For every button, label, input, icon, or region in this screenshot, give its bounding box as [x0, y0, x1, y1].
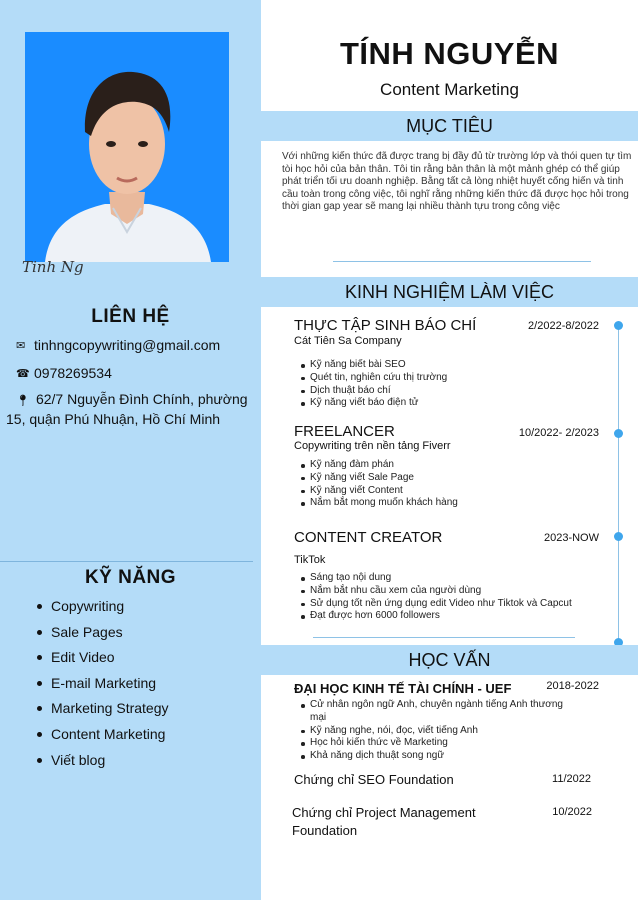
list-item: Kỹ năng biết bài SEO	[310, 359, 580, 372]
job-company: Copywriting trên nền tảng Fiverr	[294, 440, 451, 452]
timeline-dot	[614, 532, 623, 541]
list-item: Học hỏi kiến thức về Marketing	[310, 737, 580, 750]
job-bullets	[310, 572, 580, 623]
objective-text: Với những kiến thức đã được trang bị đầy đủ từ trường lớp và thói quen tự tìm tòi học hỏi của bản thân. Tôi tin rằng bản thân là một mảnh ghép có thể giúp phát triển tối ưu doanh nghiệp. Bằng tất cả lòng nhiệt huyết cống hiến và tinh cầu toàn trong công việc, tôi nghĩ rằng những kiến thức đã được học hỏi trong thời gian gap year sẽ mang lại nhiều thành tựu trong công việc	[282, 151, 632, 212]
education-bullets	[310, 699, 580, 763]
address-line2: 15, quận Phú Nhuận, Hồ Chí Minh	[6, 411, 221, 427]
timeline-line	[618, 325, 619, 643]
divider	[0, 561, 253, 562]
divider	[333, 261, 591, 262]
job-bullets	[310, 459, 580, 510]
divider	[313, 637, 575, 638]
signature: Tinh Ng	[22, 258, 84, 276]
list-item: Quét tin, nghiên cứu thị trường	[310, 372, 580, 385]
list-item: Nắm bắt mong muốn khách hàng	[310, 497, 580, 510]
certificate-title-line1: Chứng chỉ Project Management	[292, 805, 476, 820]
skill-item: Marketing Strategy	[51, 700, 169, 726]
certificate-title-line2: Foundation	[292, 823, 358, 838]
job-bullets	[310, 359, 580, 410]
phone-icon: ☎	[16, 368, 30, 380]
job-date: 10/2022- 2/2023	[518, 427, 599, 439]
contact-phone[interactable]	[16, 365, 112, 381]
objective-heading: MỤC TIÊU	[261, 111, 638, 141]
skill-item: Copywriting	[51, 598, 169, 624]
skills-heading: KỸ NĂNG	[84, 567, 177, 588]
full-name: TÍNH NGUYỄN	[339, 36, 560, 71]
contact-email[interactable]	[16, 337, 220, 353]
contact-heading: LIÊN HỆ	[91, 306, 170, 327]
profile-photo	[25, 32, 229, 262]
list-item: Đạt được hơn 6000 followers	[310, 610, 580, 623]
job-date: 2/2022-8/2022	[528, 320, 599, 332]
job-role: Content Marketing	[380, 80, 519, 99]
skill-item: Content Marketing	[51, 726, 169, 752]
list-item: Sử dụng tốt nền ứng dụng edit Video như Tiktok và Capcut	[310, 598, 580, 611]
job-title: FREELANCER	[294, 423, 395, 440]
list-item: Khả năng dịch thuật song ngữ	[310, 750, 580, 763]
timeline-dot	[614, 429, 623, 438]
certificate-title: Chứng chỉ SEO Foundation	[294, 772, 454, 787]
list-item: Cử nhân ngôn ngữ Anh, chuyên ngành tiếng Anh thương mại	[310, 699, 580, 725]
skill-item: Viết blog	[51, 752, 169, 778]
email-text: tinhngcopywriting@gmail.com	[34, 337, 221, 353]
certificate-date: 10/2022	[552, 806, 592, 818]
phone-text: 0978269534	[34, 365, 112, 381]
education-heading: HỌC VẤN	[261, 645, 638, 675]
list-item: Nắm bắt nhu cầu xem của người dùng	[310, 585, 580, 598]
location-pin-icon: 📍︎	[16, 395, 30, 407]
skill-item: E-mail Marketing	[51, 675, 169, 701]
contact-address	[6, 390, 256, 428]
list-item: Dịch thuật báo chí	[310, 385, 580, 398]
experience-heading: KINH NGHIỆM LÀM VIỆC	[261, 277, 638, 307]
list-item: Kỹ năng viết Content	[310, 485, 580, 498]
job-company: Cát Tiên Sa Company	[294, 335, 402, 347]
skills-list	[51, 598, 169, 777]
left-sidebar	[0, 0, 261, 900]
school-date: 2018-2022	[546, 680, 599, 692]
envelope-icon: ✉	[16, 340, 26, 352]
certificate-title	[292, 804, 476, 840]
skill-item: Sale Pages	[51, 624, 169, 650]
main-content	[261, 0, 638, 900]
certificate-date: 11/2022	[552, 773, 591, 785]
job-date: 2023-NOW	[543, 532, 599, 544]
list-item: Sáng tạo nội dung	[310, 572, 580, 585]
school-name: ĐẠI HỌC KINH TẾ TÀI CHÍNH - UEF	[294, 681, 512, 696]
list-item: Kỹ năng viết Sale Page	[310, 472, 580, 485]
skill-item: Edit Video	[51, 649, 169, 675]
address-line1: 62/7 Nguyễn Đình Chính, phường	[35, 391, 248, 407]
list-item: Kỹ năng đàm phán	[310, 459, 580, 472]
job-title: THỰC TẬP SINH BÁO CHÍ	[294, 317, 477, 334]
job-company: TikTok	[294, 554, 326, 566]
timeline-dot	[614, 321, 623, 330]
list-item: Kỹ năng viết báo điện tử	[310, 397, 580, 410]
list-item: Kỹ năng nghe, nói, đọc, viết tiếng Anh	[310, 725, 580, 738]
job-title: CONTENT CREATOR	[294, 529, 443, 546]
